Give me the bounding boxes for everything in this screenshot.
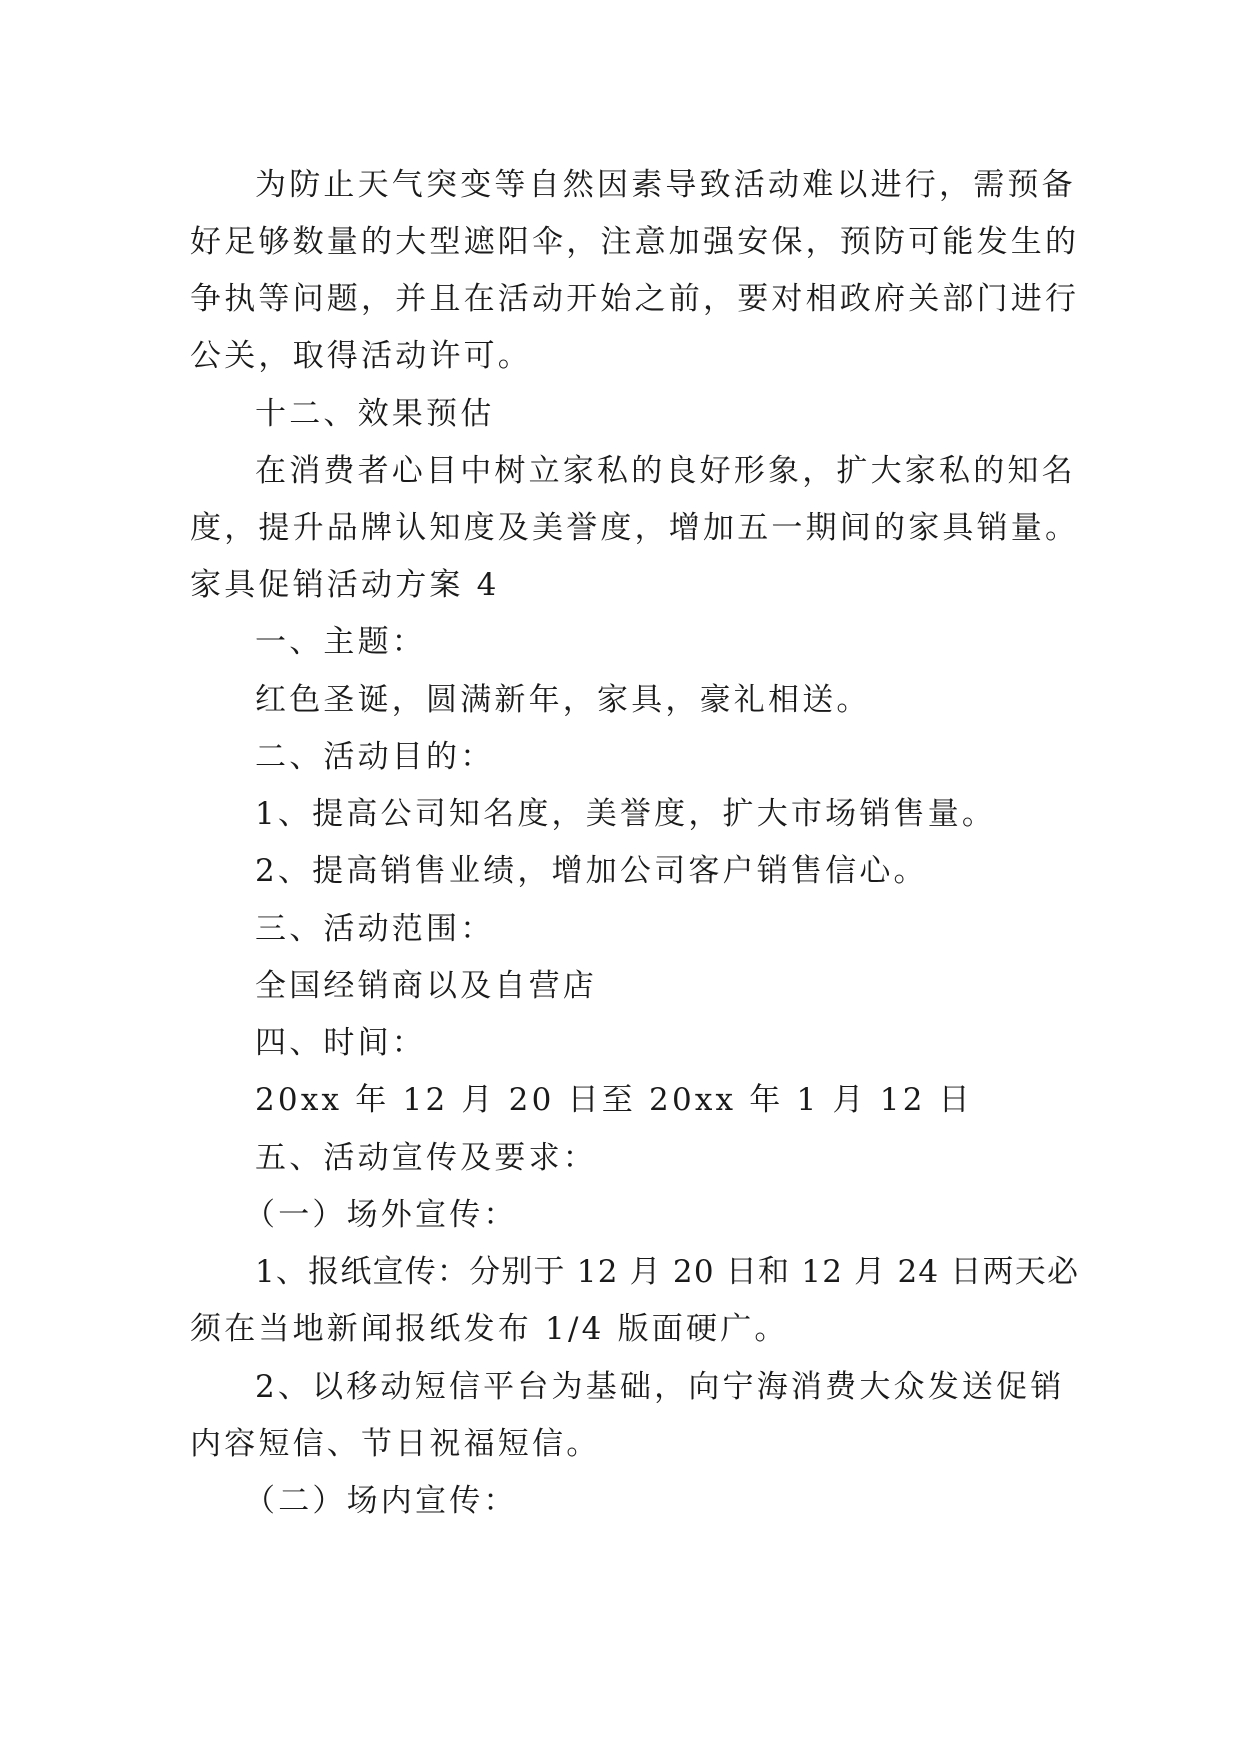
paragraph-line: 20xx 年 12 月 20 日至 20xx 年 1 月 12 日 (255, 1082, 973, 1118)
paragraph-line: 争执等问题，并且在活动开始之前，要对相政府关部门进行 (190, 281, 1080, 317)
paragraph-line: 须在当地新闻报纸发布 1/4 版面硬广。 (190, 1311, 789, 1347)
paragraph-line: 在消费者心目中树立家私的良好形象，扩大家私的知名 (255, 453, 1076, 489)
paragraph-line: 全国经销商以及自营店 (255, 968, 597, 1004)
section-heading: 五、活动宣传及要求： (255, 1140, 597, 1176)
list-item: 2、提高销售业绩，增加公司客户销售信心。 (255, 853, 928, 889)
list-item: 1、报纸宣传：分别于 12 月 20 日和 12 月 24 日两天必 (255, 1254, 1080, 1290)
paragraph-line: 公关，取得活动许可。 (190, 338, 532, 374)
section-heading: 四、时间： (255, 1025, 426, 1061)
paragraph-line: 红色圣诞，圆满新年，家具，豪礼相送。 (255, 682, 871, 718)
paragraph-line: 内容短信、节日祝福短信。 (190, 1426, 601, 1462)
paragraph-line: 度，提升品牌认知度及美誉度，增加五一期间的家具销量。 (190, 510, 1080, 546)
subsection-heading: （二）场内宣传： (244, 1483, 518, 1519)
section-heading: 十二、效果预估 (255, 396, 495, 432)
section-heading: 三、活动范围： (255, 911, 495, 947)
document-title: 家具促销活动方案 4 (190, 567, 500, 603)
section-heading: 一、主题： (255, 624, 426, 660)
subsection-heading: （一）场外宣传： (244, 1197, 518, 1233)
paragraph-line: 为防止天气突变等自然因素导致活动难以进行，需预备 (255, 167, 1076, 203)
list-item: 2、以移动短信平台为基础，向宁海消费大众发送促销 (255, 1369, 1065, 1405)
section-heading: 二、活动目的： (255, 739, 495, 775)
list-item: 1、提高公司知名度，美誉度，扩大市场销售量。 (255, 796, 997, 832)
paragraph-line: 好足够数量的大型遮阳伞，注意加强安保，预防可能发生的 (190, 224, 1080, 260)
